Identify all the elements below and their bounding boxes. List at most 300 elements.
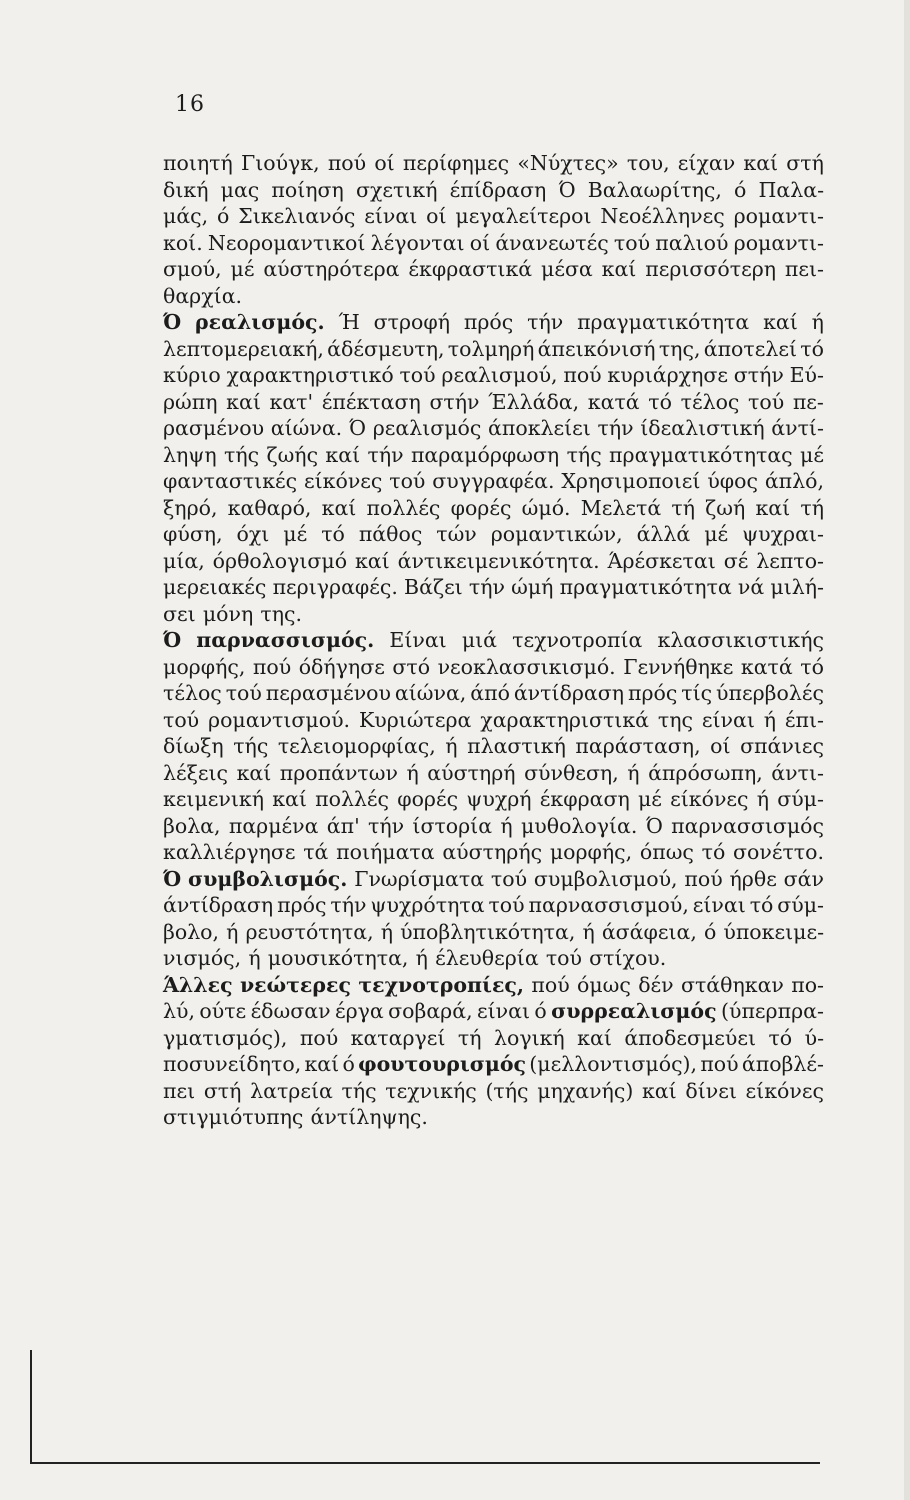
word: ρομαντικών, (490, 522, 623, 546)
word: πρός (627, 681, 678, 705)
word: σύμ- (777, 893, 824, 917)
word: τό (321, 522, 345, 546)
text-line (163, 760, 824, 787)
word: παραμόρφωση (410, 442, 560, 467)
word: νεώτερες (239, 972, 351, 997)
word: χαρακτηριστικό (226, 363, 394, 387)
word: ούτε (199, 999, 247, 1023)
word: ρεαλισμός (372, 416, 482, 440)
word: όρθολογισμό (212, 548, 348, 573)
text-line (163, 230, 824, 257)
word: μέ (637, 787, 662, 811)
word: ή (248, 946, 261, 970)
word: άπρόσωπη, (648, 760, 763, 785)
body-text (163, 150, 824, 1131)
word: τής (341, 1078, 377, 1103)
word: ώμή (511, 575, 554, 599)
text-line (163, 574, 824, 601)
word: συμβολισμού, (533, 866, 678, 891)
word: πολλές (315, 787, 390, 811)
word: είναι (692, 893, 746, 917)
word: οί (710, 734, 731, 758)
word: Γνωρίσματα (354, 866, 485, 891)
word: έπι- (784, 707, 824, 732)
word: Παλα- (758, 177, 824, 202)
word: ύποβλητικότητα, (400, 919, 576, 944)
word: ή (811, 310, 824, 334)
word: Ό (348, 416, 367, 440)
word: τού (488, 893, 525, 917)
word: Ό (558, 177, 576, 202)
word: παρνασσισμός. (196, 628, 375, 652)
word: τής (566, 442, 602, 467)
word: μέ (230, 257, 255, 281)
word: άπ' (326, 813, 360, 838)
word: Ό (163, 866, 182, 891)
text-line (163, 1025, 824, 1052)
word: Εύ- (789, 363, 824, 387)
word: τή (457, 1025, 482, 1050)
word: τής (233, 734, 269, 758)
word: πραγματικότητα (559, 575, 732, 599)
word: λεπτομερειακή, (163, 336, 324, 361)
word: άποδεσμεύει (624, 1025, 757, 1050)
word: ό (217, 204, 230, 228)
text-line (163, 839, 824, 866)
word: μιλή- (770, 575, 824, 599)
word: μέσα (541, 257, 593, 281)
word: ό (734, 177, 747, 202)
word: όμως (577, 972, 631, 997)
word: στήν (429, 389, 480, 414)
word: στό (392, 654, 431, 679)
word: τά (303, 840, 329, 864)
word: όπως (639, 840, 694, 864)
word: φανταστικές (163, 469, 298, 493)
word: Βαλαωρίτης, (587, 177, 722, 202)
word: ύφος (707, 469, 758, 493)
text-line (163, 521, 824, 548)
word: τό (648, 389, 672, 414)
word: ζωή (705, 495, 746, 520)
word: άντίληψης. (310, 1105, 428, 1129)
word: μυθολογία. (520, 813, 638, 838)
word: πολλές (366, 495, 441, 520)
word: λογική (493, 1025, 565, 1050)
text-line (163, 203, 824, 230)
text-line (163, 309, 824, 336)
word: καί (325, 442, 361, 467)
word: ή (582, 919, 595, 944)
word: άντίδραση (163, 893, 274, 917)
text-line (163, 548, 824, 575)
word: άντι- (771, 760, 824, 785)
word: ρεαλισμός. (195, 310, 325, 334)
text-line (163, 150, 824, 177)
word: στήν (733, 363, 784, 387)
word: μόνη (202, 601, 254, 626)
word: πο- (791, 972, 824, 997)
word: σέ (723, 548, 749, 573)
word: ύποκειμε- (723, 919, 824, 944)
text-line (163, 945, 824, 972)
word: κατά (740, 654, 793, 679)
word: πρός (277, 893, 327, 917)
word: μερειακές (163, 575, 267, 599)
word: κυριάρχησε (607, 363, 728, 387)
word: Ό (163, 628, 182, 652)
word: δίνει (685, 1078, 737, 1103)
word: συγγραφέα. (432, 469, 555, 493)
word: πού (531, 972, 570, 997)
word: λεπτο- (756, 548, 824, 573)
word: σονέττο. (733, 840, 824, 864)
word: τήν (368, 813, 405, 838)
word: μορφής, (549, 840, 633, 864)
word: πού (299, 1025, 339, 1050)
word: ρευστότητα, (245, 919, 374, 944)
word: της. (260, 601, 303, 626)
word: οί (374, 151, 395, 175)
word: πού (327, 151, 367, 175)
word: (μελλοντισμός), (529, 1052, 698, 1076)
word: αίώνα. (270, 416, 343, 440)
word: λύ, (163, 999, 195, 1023)
word: ή (763, 707, 777, 732)
word: στροφή (373, 310, 451, 334)
word: τό (749, 893, 774, 917)
word: περισσότερη (645, 257, 777, 281)
text-line (163, 654, 824, 681)
word: ποιήματα (336, 840, 435, 864)
word: ύ- (804, 1025, 824, 1050)
word: αίώνα, (394, 681, 467, 705)
text-line (163, 892, 824, 919)
word: έπίδραση (449, 177, 547, 202)
word: στή (203, 1078, 242, 1103)
word: ό (534, 999, 547, 1023)
word: σμού, (163, 257, 222, 281)
word: ή (226, 919, 239, 944)
text-line (163, 707, 824, 734)
word: ζωής (266, 442, 319, 467)
word: ή (445, 734, 458, 758)
word: Άρέσκεται (607, 548, 716, 573)
word: καί (743, 151, 779, 175)
text-line (163, 362, 824, 389)
word: ήρθε (729, 866, 777, 891)
word: άποβλέ- (741, 1052, 824, 1076)
word: δέν (638, 972, 674, 997)
word: περασμένου (265, 681, 391, 705)
word: είκόνες (745, 1078, 824, 1103)
word: ή (627, 760, 640, 785)
text-line (163, 972, 824, 999)
word: είχαν (677, 151, 736, 175)
text-line (163, 1104, 824, 1131)
word: όδήγησε (298, 654, 385, 679)
word: τού (490, 866, 528, 891)
word: ρεαλισμού, (441, 363, 558, 387)
word: άλλά (636, 522, 691, 546)
word: άποκλείει (488, 416, 591, 440)
word: παράσταση, (575, 734, 701, 758)
word: λέγονται (370, 230, 465, 255)
word: φύση, (163, 522, 223, 546)
word: ποίηση (271, 177, 344, 202)
word: θαρχία. (163, 283, 243, 308)
word: καί (755, 495, 791, 520)
word: τελειομορφίας, (277, 734, 436, 758)
word: πραγματικότητας (609, 442, 793, 467)
word: της, (658, 336, 701, 361)
word: καταργεί (350, 1025, 446, 1050)
word: άσάφεια, (601, 919, 697, 944)
word: καί (272, 787, 307, 811)
word: μιά (461, 628, 498, 652)
word: ψυχρή (466, 787, 532, 811)
word: ώμό. (521, 495, 571, 520)
word: συρρεαλισμός (551, 999, 717, 1023)
word: Ό (645, 813, 663, 838)
text-line (163, 998, 824, 1025)
word: έδωσαν (250, 999, 331, 1023)
text-line (163, 256, 824, 283)
word: συμβολισμός. (188, 866, 348, 891)
word: Νεορομαντικοί (207, 230, 366, 255)
word: τίς (681, 681, 713, 705)
word: λατρεία (250, 1078, 333, 1103)
word: είναι (364, 204, 418, 228)
word: πού (563, 363, 602, 387)
text-line (163, 177, 824, 204)
word: καί (763, 310, 798, 334)
word: πε- (792, 389, 824, 414)
text-line (163, 680, 824, 707)
word: τού (399, 363, 436, 387)
word: είναι (477, 999, 531, 1023)
word: βολο, (163, 919, 220, 944)
word: ψυχραι- (742, 522, 824, 546)
text-line (163, 627, 824, 654)
word: Γεννήθηκε (623, 654, 734, 679)
word: στή (786, 151, 824, 175)
word: γματισμός), (163, 1025, 288, 1050)
text-line (163, 1078, 824, 1105)
word: παρνασσισμού, (528, 893, 689, 917)
word: άποτελεί (703, 336, 798, 361)
word: παρμένα (228, 813, 319, 838)
word: Είναι (389, 628, 447, 652)
word: παλιού (655, 230, 729, 255)
word: τού (225, 681, 262, 705)
word: μουσικότητα, (267, 946, 409, 970)
word: ρώπη (163, 389, 218, 414)
word: πει- (784, 257, 824, 281)
text-line (163, 415, 824, 442)
word: έπέκταση (321, 389, 421, 414)
text-line (163, 442, 824, 469)
word: άπλό, (764, 469, 824, 493)
word: πού (700, 1052, 739, 1076)
word: άντικειμενικότητα. (397, 548, 600, 573)
word: Βάζει (404, 575, 463, 599)
word: είκόνες (670, 787, 749, 811)
word: πει (163, 1078, 196, 1103)
word: πρός (463, 310, 514, 334)
text-line (163, 786, 824, 813)
word: τολμηρή (447, 336, 535, 361)
word: όχι (236, 522, 270, 546)
word: κοί. (163, 230, 203, 255)
word: ή (415, 946, 428, 970)
word: ποιητή (163, 151, 233, 175)
word: τού (389, 469, 426, 493)
word: σχετική (355, 177, 438, 202)
word: καί (577, 1025, 612, 1050)
page-number: 16 (175, 92, 205, 117)
text-line (163, 813, 824, 840)
text-line (163, 1051, 824, 1078)
word: μέ (800, 442, 824, 467)
word: νισμός, (163, 946, 242, 970)
bottom-rule (30, 1462, 820, 1464)
word: κλασσικιστικής (657, 628, 824, 652)
word: στίχου. (589, 946, 667, 970)
word: τεχνοτροπίες, (358, 972, 525, 997)
word: Μελετά (580, 495, 662, 520)
word: οί (469, 230, 491, 255)
word: ρομαντι- (733, 230, 824, 255)
word: καί (601, 257, 637, 281)
word: είναι (701, 707, 755, 732)
word: νά (737, 575, 765, 599)
word: Χρησιμοποιεί (561, 469, 701, 493)
word: χαρακτηριστικά (480, 707, 649, 732)
word: μηχανής) (537, 1078, 634, 1103)
word: έργα (334, 999, 384, 1023)
word: τήν (367, 442, 404, 467)
word: κατ' (269, 389, 314, 414)
word: μία, (163, 548, 205, 573)
word: βολα, (163, 813, 221, 838)
text-line (163, 336, 824, 363)
word: καί (236, 760, 272, 785)
word: τή (671, 495, 695, 520)
word: ξηρό, (163, 495, 218, 520)
word: αύστηρής (442, 840, 543, 864)
word: στάθηκαν (680, 972, 784, 997)
word: πάθος (358, 522, 423, 546)
word: ό (342, 1052, 355, 1076)
word: έλευθερία (435, 946, 539, 970)
word: πραγματικότητα (577, 310, 750, 334)
word: τό (768, 1025, 793, 1050)
word: καλλιέργησε (163, 840, 296, 864)
word: τήν (330, 893, 367, 917)
word: «Νύχτες» (517, 151, 619, 175)
word: περίφημες (402, 151, 510, 175)
word: τό (800, 654, 824, 679)
word: είκόνες (304, 469, 383, 493)
word: φορές (397, 787, 459, 811)
word: ή (380, 919, 394, 944)
word: Ή (338, 310, 360, 334)
word: μεγαλείτεροι (455, 204, 592, 228)
word: τή (800, 495, 824, 520)
word: (τής (485, 1078, 529, 1103)
word: ή (406, 760, 419, 785)
word: περιγραφές. (272, 575, 398, 599)
word: έκφραστικά (408, 257, 533, 281)
word: Ό (163, 310, 182, 334)
word: τού (545, 946, 582, 970)
text-line (163, 283, 824, 310)
word: νεοκλασσικισμό. (437, 654, 616, 679)
word: αύστηρότερα (263, 257, 400, 281)
word: ρασμένου (163, 416, 265, 440)
word: ληψη (163, 442, 217, 467)
word: άπό (470, 681, 510, 705)
word: Κυριώτερα (358, 707, 472, 732)
word: τήν (597, 416, 634, 440)
word: καί (304, 1052, 340, 1076)
word: σει (163, 601, 196, 626)
word: δική (163, 177, 209, 202)
word: τών (436, 522, 477, 546)
word: τό (800, 336, 824, 361)
word: μέ (283, 522, 308, 546)
word: τού (748, 389, 785, 414)
word: οί (426, 204, 447, 228)
word: έκφραση (539, 787, 630, 811)
word: σπάνιες (740, 734, 824, 758)
word: πλαστική (467, 734, 566, 758)
word: σύμ- (777, 787, 824, 811)
text-line (163, 389, 824, 416)
word: φορές (450, 495, 512, 520)
word: Γιούγκ, (240, 151, 320, 175)
word: δίωξη (163, 734, 224, 758)
word: ρομαντισμού. (208, 707, 351, 732)
word: Έλλάδα, (488, 389, 580, 414)
word: σάν (783, 866, 824, 891)
word: σύνθεση, (524, 760, 619, 785)
word: τεχνοτροπία (512, 628, 643, 652)
word: κύριο (163, 363, 221, 387)
word: πού (684, 866, 723, 891)
word: τού (163, 707, 200, 732)
word: καί (226, 389, 261, 414)
word: τήν (468, 575, 505, 599)
word: στιγμιότυπης (163, 1105, 304, 1129)
page-edge (904, 0, 910, 1500)
word: πού (252, 654, 292, 679)
word: μορφής, (163, 654, 246, 679)
margin-rule (30, 1350, 32, 1462)
text-line (163, 919, 824, 946)
word: μέ (704, 522, 729, 546)
word: κειμενική (163, 787, 265, 811)
word: καί (321, 495, 357, 520)
word: ή (500, 813, 513, 838)
word: Σικελιανός (238, 204, 356, 228)
word: του, (626, 151, 670, 175)
word: (ύπερπρα- (721, 999, 824, 1023)
word: τού (613, 230, 651, 255)
word: ύπερβολές (716, 681, 824, 705)
word: φουτουρισμός (358, 1052, 527, 1076)
